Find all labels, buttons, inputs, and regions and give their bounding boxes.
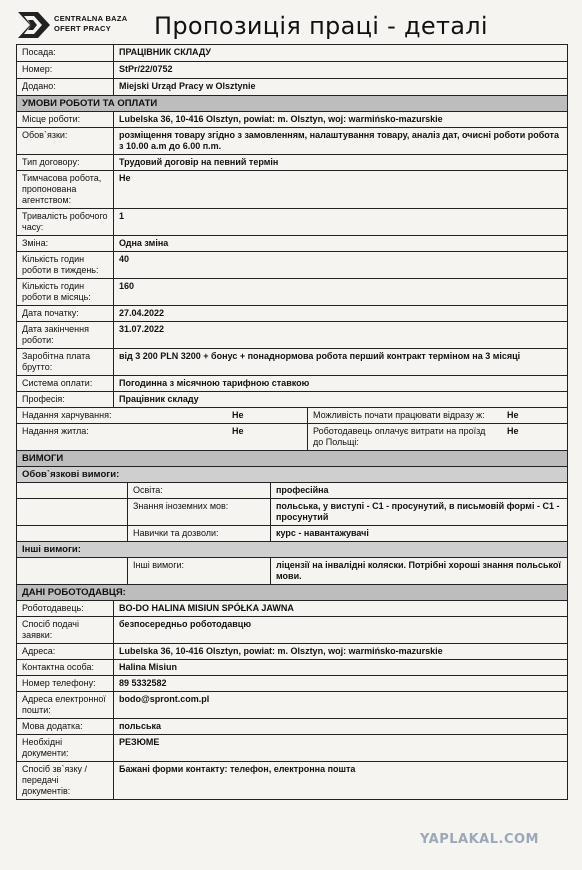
page-title: Пропозиція праці - деталі xyxy=(154,12,488,40)
indent-cell xyxy=(17,483,128,498)
field-value: Не xyxy=(507,410,519,420)
field-label: Тривалість робочого часу: xyxy=(17,209,114,236)
requirement-inner-row xyxy=(17,526,567,541)
requirement-table xyxy=(17,499,567,525)
field-value: Одна зміна xyxy=(114,236,568,252)
field-value: безпосередньо роботодавцю xyxy=(114,617,568,644)
field-value: Не xyxy=(507,426,519,436)
pair-inner-row xyxy=(17,408,567,423)
field-label: Номер телефону: xyxy=(17,676,114,692)
field-value: 1 xyxy=(114,209,568,236)
watermark: YAPLAKAL.COM xyxy=(420,832,539,847)
requirement-row xyxy=(17,483,568,499)
table-row xyxy=(17,692,568,719)
field-label: Кількість годин роботи в тиждень: xyxy=(17,252,114,279)
field-label: Освіта: xyxy=(128,483,271,498)
field-value: Бажані форми контакту: телефон, електронна пошта xyxy=(114,762,568,800)
field-value: 160 xyxy=(114,279,568,306)
field-value: курс - навантажувачі xyxy=(276,528,369,538)
pair-row xyxy=(17,424,568,451)
field-label: Дата закінчення роботи: xyxy=(17,322,114,349)
field-value: розміщення товару згідно з замовленням, налаштування товару, аналіз дат, очисні роботи робота з 10.00 а.m до 6.00 п.m. xyxy=(114,128,568,155)
section-heading: Обов`язкові вимоги: xyxy=(17,467,568,483)
field-value: StPr/22/0752 xyxy=(114,62,568,79)
table-row xyxy=(17,209,568,236)
table-row xyxy=(17,601,568,617)
table-row xyxy=(17,349,568,376)
requirement-cell xyxy=(17,526,568,542)
field-value: 31.07.2022 xyxy=(114,322,568,349)
table-row xyxy=(17,735,568,762)
table-row xyxy=(17,660,568,676)
field-value: BO-DO HALINA MISIUN SPÓŁKA JAWNA xyxy=(114,601,568,617)
requirement-table xyxy=(17,558,567,584)
section-heading: Інші вимоги: xyxy=(17,542,568,558)
field-value: Не xyxy=(227,408,308,423)
pair-table xyxy=(17,408,567,423)
logo-line-2: OFERT PRACY xyxy=(54,24,112,33)
requirement-row xyxy=(17,526,568,542)
field-value: Трудовий договір на певний термін xyxy=(114,155,568,171)
requirement-table xyxy=(17,526,567,541)
field-label: Додано: xyxy=(17,79,114,96)
indent-cell xyxy=(17,558,128,584)
field-label: Роботодавець: xyxy=(17,601,114,617)
field-label: Інші вимоги: xyxy=(128,558,271,584)
field-label: Заробітна плата брутто: xyxy=(17,349,114,376)
field-label: Тимчасова робота, пропонована агентством: xyxy=(17,171,114,209)
field-label: Необхідні документи: xyxy=(17,735,114,762)
section-employer xyxy=(17,585,568,601)
requirement-inner-row xyxy=(17,483,567,498)
table-row xyxy=(17,252,568,279)
requirement-cell xyxy=(17,483,568,499)
logo xyxy=(18,12,148,40)
section-requirements xyxy=(17,451,568,467)
logo-text xyxy=(54,14,128,34)
requirement-table xyxy=(17,483,567,498)
header xyxy=(16,10,568,44)
field-label: Навички та дозволи: xyxy=(128,526,271,541)
table-row xyxy=(17,306,568,322)
logo-line-1: CENTRALNA BAZA xyxy=(54,14,128,23)
table-row xyxy=(17,155,568,171)
pair-table xyxy=(17,424,567,450)
field-label: Система оплати: xyxy=(17,376,114,392)
job-offer-document xyxy=(16,10,568,800)
indent-cell xyxy=(17,499,128,525)
field-label: Контактна особа: xyxy=(17,660,114,676)
field-label: Адреса електронної пошти: xyxy=(17,692,114,719)
field-label: Кількість годин роботи в місяць: xyxy=(17,279,114,306)
details-table xyxy=(16,44,568,800)
subsection-other xyxy=(17,542,568,558)
section-heading: ВИМОГИ xyxy=(17,451,568,467)
pair-cell xyxy=(17,408,568,424)
field-value: ліцензії на інвалідні коляски. Потрібні хороші знання польської мови. xyxy=(276,560,561,581)
field-value: Погодинна з місячною тарифною ставкою xyxy=(114,376,568,392)
field-value: РЕЗЮМЕ xyxy=(114,735,568,762)
table-row xyxy=(17,644,568,660)
pair-cell xyxy=(17,424,568,451)
pair-row xyxy=(17,408,568,424)
field-value: 40 xyxy=(114,252,568,279)
table-row xyxy=(17,45,568,62)
field-value: bodo@spront.com.pl xyxy=(114,692,568,719)
table-row xyxy=(17,79,568,96)
field-label: Тип договору: xyxy=(17,155,114,171)
field-label: Можливість почати працювати відразу ж: xyxy=(313,410,485,420)
field-label: Спосіб подачі заявки: xyxy=(17,617,114,644)
field-value: Lubelska 36, 10-416 Olsztyn, powiat: m. Olsztyn, woj: warmińsko-mazurskie xyxy=(114,112,568,128)
field-value: професійна xyxy=(276,485,329,495)
logo-icon xyxy=(18,12,50,38)
table-row xyxy=(17,762,568,800)
field-label: Роботодавець оплачує витрати на проїзд до Польщі: xyxy=(313,426,486,447)
requirement-inner-row xyxy=(17,499,567,525)
field-label: Зміна: xyxy=(17,236,114,252)
field-value: Не xyxy=(227,424,308,450)
section-heading: УМОВИ РОБОТИ ТА ОПЛАТИ xyxy=(17,96,568,112)
table-row xyxy=(17,617,568,644)
field-label: Місце роботи: xyxy=(17,112,114,128)
field-label: Обов`язки: xyxy=(17,128,114,155)
table-row xyxy=(17,719,568,735)
requirement-row xyxy=(17,499,568,526)
pair-inner-row xyxy=(17,424,567,450)
field-value: польська xyxy=(114,719,568,735)
table-row xyxy=(17,128,568,155)
field-label: Номер: xyxy=(17,62,114,79)
table-row xyxy=(17,112,568,128)
table-row xyxy=(17,236,568,252)
field-value: Працівник складу xyxy=(114,392,568,408)
field-value: Не xyxy=(114,171,568,209)
field-value: Lubelska 36, 10-416 Olsztyn, powiat: m. Olsztyn, woj: warmińsko-mazurskie xyxy=(114,644,568,660)
field-label: Мова додатка: xyxy=(17,719,114,735)
requirement-row xyxy=(17,558,568,585)
field-label: Дата початку: xyxy=(17,306,114,322)
field-value: 27.04.2022 xyxy=(114,306,568,322)
field-value: 89 5332582 xyxy=(114,676,568,692)
field-label: Надання харчування: xyxy=(22,410,112,420)
field-label: Спосіб зв`язку / передачі документів: xyxy=(17,762,114,800)
requirement-inner-row xyxy=(17,558,567,584)
field-value: польська, у виступі - C1 - просунутий, в письмовій формі - C1 - просунутий xyxy=(276,501,560,522)
field-label: Знання іноземних мов: xyxy=(128,499,271,525)
field-value: Halina Misiun xyxy=(114,660,568,676)
table-row xyxy=(17,171,568,209)
field-label: Посада: xyxy=(17,45,114,62)
table-row xyxy=(17,279,568,306)
field-label: Надання житла: xyxy=(22,426,89,436)
indent-cell xyxy=(17,526,128,541)
table-row xyxy=(17,676,568,692)
subsection-mandatory xyxy=(17,467,568,483)
requirement-cell xyxy=(17,499,568,526)
field-value: ПРАЦІВНИК СКЛАДУ xyxy=(114,45,568,62)
field-label: Професія: xyxy=(17,392,114,408)
requirement-cell xyxy=(17,558,568,585)
section-conditions xyxy=(17,96,568,112)
section-heading: ДАНІ РОБОТОДАВЦЯ: xyxy=(17,585,568,601)
table-row xyxy=(17,376,568,392)
table-row xyxy=(17,62,568,79)
table-row xyxy=(17,322,568,349)
table-row xyxy=(17,392,568,408)
field-value: від 3 200 PLN 3200 + бонус + понаднормова робота перший контракт терміном на 3 місяці xyxy=(114,349,568,376)
field-value: Miejski Urząd Pracy w Olsztynie xyxy=(114,79,568,96)
field-label: Адреса: xyxy=(17,644,114,660)
